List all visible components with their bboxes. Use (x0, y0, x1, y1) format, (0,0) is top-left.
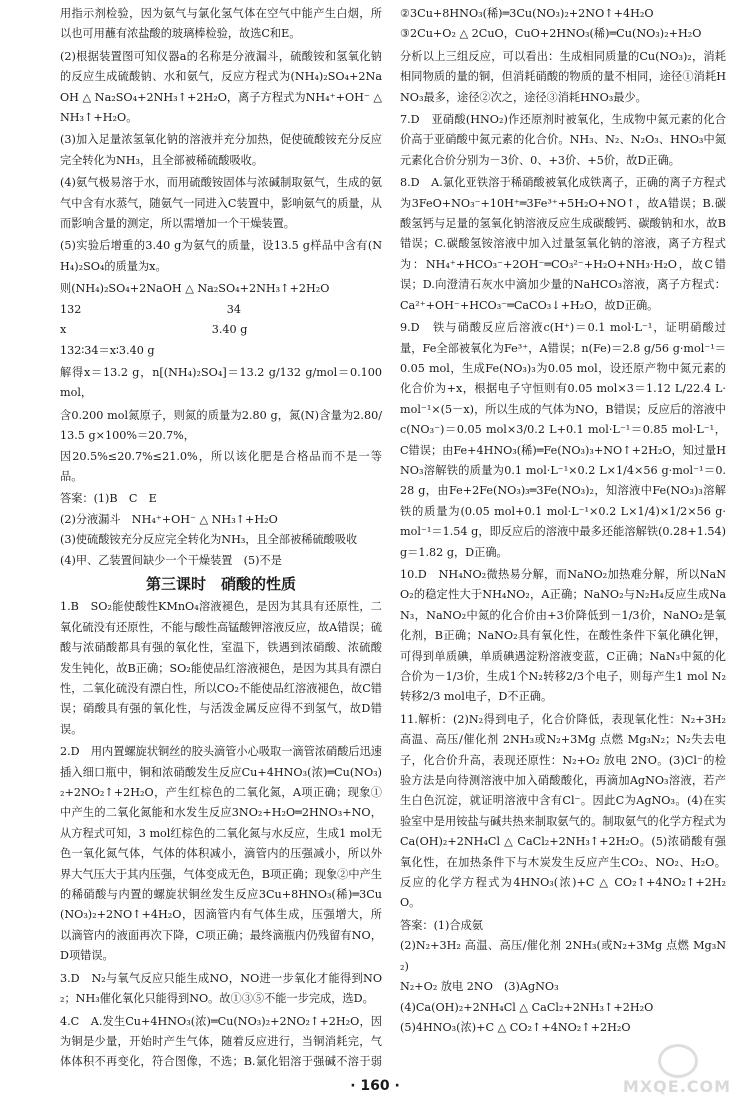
answer-line: (4)甲、乙装置间缺少一个干燥装置 (5)不是 (60, 553, 282, 567)
equation-line: 则(NH₄)₂SO₄+2NaOH △ Na₂SO₄+2NH₃↑+2H₂O (60, 282, 330, 296)
equation-line: ②3Cu+8HNO₃(稀)═3Cu(NO₃)₂+2NO↑+4H₂O (400, 7, 654, 20)
paragraph: 3.D N₂与氧气反应只能生成NO，NO进一步氧化才能得到NO₂；NH₃催化氧化只能得到NO。故①③⑤不能一步完成，选D。 (60, 971, 382, 1006)
answer-line: N₂+O₂ 放电 2NO (3)AgNO₃ (400, 980, 559, 994)
equation-line: x 3.40 g (60, 323, 248, 337)
paragraph: 含0.200 mol氮原子，则氮的质量为2.80 g，氮(N)含量为2.80/13.5 g×100%＝20.7%， (60, 408, 382, 443)
answer-line: 答案：(1)合成氨 (400, 918, 483, 932)
answer-line: (4)Ca(OH)₂+2NH₄Cl △ CaCl₂+2NH₃↑+2H₂O (400, 1000, 654, 1014)
paragraph: (5)实验后增重的3.40 g为氨气的质量，设13.5 g样品中含有(NH₄)₂SO₄的质量为x。 (60, 239, 382, 273)
right-column (400, 4, 726, 1072)
answer-line: (5)4HNO₃(浓)+C △ CO₂↑+4NO₂↑+2H₂O (400, 1020, 631, 1034)
paragraph: 10.D NH₄NO₂微热易分解，而NaNO₂加热难分解，所以NaNO₂的稳定性大于NH₄NO₂，A正确；NaNO₂与N₂H₄反应生成NaN₃，NaNO₂中氮的化合价由+3价降低到－1/3价，NaNO₂是氧化剂，B正确；NaNO₂具有氧化性，在酸性条件下氧化碘化钾，可得到单质碘，单质碘遇淀粉溶液变蓝，C正确；NaN₃中氮的化合价为－1/3价，生成1个N₂转移2/3个电子，则每产生1 mol N₂转移2/3 mol电子，D不正确。 (400, 567, 726, 704)
paragraph: 11.解析：(2)N₂得到电子，化合价降低，表现氧化性：N₂+3H₂ 高温、高压/催化剂 2NH₃或N₂+3Mg 点燃 Mg₃N₂；N₂失去电子，化合价升高，表现还原性：N₂+O₂ 放电 2NO。(3)Cl⁻的检验方法是向待测溶液中加入硝酸酸化，再滴加AgNO₃溶液，若产生白色沉淀，就证明溶液中含有Cl⁻。因此C为AgNO₃。(4)在实验室中是用铵盐与碱共热来制取氨气的。制取氨气的化学方程式为Ca(OH)₂+2NH₄Cl △ CaCl₂+2NH₃↑+2H₂O。(5)浓硝酸有强氧化性，在加热条件下与木炭发生反应产生CO₂、NO₂、H₂O。反应的化学方程式为4HNO₃(浓)+C △ CO₂↑+4NO₂↑+2H₂O。 (400, 712, 726, 910)
paragraph: (3)加入足量浓氢氧化钠的溶液并充分加热，促使硫酸铵充分反应完全转化为NH₃，且全部被稀硫酸吸收。 (60, 133, 382, 167)
paragraph: (4)氨气极易溶于水，而用硫酸铵固体与浓碱制取氨气，生成的氨气中含有水蒸气，随氨气一同进入C装置中，影响氨气的质量，从而影响含量的测定，所以需增加一个干燥装置。 (60, 176, 382, 231)
paragraph: 7.D 亚硝酸(HNO₂)作还原剂时被氧化，生成物中氮元素的化合价高于亚硝酸中氮元素的化合价。NH₃、N₂、N₂O₃、HNO₃中氮元素化合价分别为－3价、0、+3价、+5价，故D正确。 (400, 113, 726, 167)
paragraph: 分析以上三组反应，可以看出：生成相同质量的Cu(NO₃)₂，消耗相同物质的量的铜，但消耗硝酸的物质的量不相同，途径①消耗HNO₃最多，途径②次之，途径③消耗HNO₃最少。 (400, 49, 726, 104)
paragraph: 因20.5%≤20.7%≤21.0%，所以该化肥是合格品而不是一等品。 (60, 449, 382, 483)
paragraph: 8.D A.氯化亚铁溶于稀硝酸被氧化成铁离子，正确的离子方程式为3FeO+NO₃⁻+10H⁺═3Fe³⁺+5H₂O+NO↑，故A错误；B.碳酸氢钙与足量的氢氧化钠溶液反应生成碳酸钙、碳酸钠和水，故B错误；C.碳酸氢铵溶液中加入过量氢氧化钠的溶液，离子方程式为：NH₄⁺+HCO₃⁻+2OH⁻═CO₃²⁻+H₂O+NH₃·H₂O，故C错误；D.向澄清石灰水中滴加少量的NaHCO₃溶液，离子方程式：Ca²⁺+OH⁻+HCO₃⁻═CaCO₃↓+H₂O，故D正确。 (400, 176, 726, 312)
watermark-circle-icon (658, 1044, 698, 1078)
section-title: 第三课时 硝酸的性质 (145, 574, 296, 593)
answer-line: (3)使硫酸铵充分反应完全转化为NH₃，且全部被稀硫酸吸收 (60, 533, 358, 547)
answer-line: (2)分液漏斗 NH₄⁺+OH⁻ △ NH₃↑+H₂O (60, 512, 278, 526)
paragraph: (2)根据装置图可知仪器a的名称是分液漏斗，硫酸铵和氢氧化钠的反应生成硫酸钠、水和氨气，反应方程式为(NH₄)₂SO₄+2NaOH △ Na₂SO₄+2NH₃↑+2H₂O，离子方程式为NH₄⁺+OH⁻ △ NH₃↑+H₂O。 (60, 49, 382, 125)
paragraph: 用指示剂检验，因为氨气与氯化氢气体在空气中能产生白烟，所以也可用蘸有浓盐酸的玻璃棒检验，故选C和E。 (60, 7, 382, 41)
equation-line: ③2Cu+O₂ △ 2CuO，CuO+2HNO₃(稀)═Cu(NO₃)₂+H₂O (400, 27, 702, 41)
paragraph: 4.C A.发生Cu+4HNO₃(浓)═Cu(NO₃)₂+2NO₂↑+2H₂O，因为铜是少量，开始时产生气体，随着反应进行，当铜消耗完，气体体积不再变化，符合图像，不选；B.氯化铝溶于强碱不溶于弱 (60, 1014, 382, 1069)
paragraph: 9.D 铁与硝酸反应后溶液c(H⁺)＝0.1 mol·L⁻¹，证明硝酸过量，Fe全部被氧化为Fe³⁺，A错误；n(Fe)＝2.8 g/56 g·mol⁻¹＝0.05 mol，生成Fe(NO₃)₃为0.05 mol，设还原产物中氮元素的化合价为+x，根据电子守恒则有0.05 mol×3＝1.12 L/22.4 L·mol⁻¹×(5－x)，所以生成的气体为NO，B错误；反应后的溶液中c(NO₃⁻)＝0.05 mol×3/0.2 L+0.1 mol·L⁻¹＝0.85 mol·L⁻¹，C错误；由Fe+4HNO₃(稀)═Fe(NO₃)₃+NO↑+2H₂O，知过量HNO₃溶解铁的质量为0.1 mol·L⁻¹×0.2 L×1/4×56 g·mol⁻¹＝0.28 g，由Fe+2Fe(NO₃)₃═3Fe(NO₃)₂，知溶液中Fe(NO₃)₃溶解铁的质量为(0.05 mol+0.1 mol·L⁻¹×0.2 L×1/4)×1/2×56 g·mol⁻¹＝1.54 g，即反应后的溶液中最多还能溶解铁(0.28+1.54)g＝1.82 g，D正确。 (400, 321, 726, 559)
paragraph: 解得x＝13.2 g，n[(NH₄)₂SO₄]＝13.2 g/132 g/mol＝0.100 mol， (60, 365, 382, 400)
watermark-text: MXQE.COM (622, 1077, 732, 1096)
equation-line: 132∶34＝x∶3.40 g (60, 343, 155, 357)
left-column (60, 4, 382, 1072)
paragraph: 1.B SO₂能使酸性KMnO₄溶液褪色，是因为其具有还原性，二氧化硫没有还原性，不能与酸性高锰酸钾溶液反应，故A错误；硫酸与浓硝酸都具有强的氧化性，室温下，铁遇到浓硝酸、浓硫酸发生钝化，故B正确；SO₂能使品红溶液褪色，是因为其具有漂白性，二氧化硫没有漂白性，所以CO₂不能使品红溶液褪色，故C错误；硝酸具有强的氧化性，与活泼金属反应得不到氢气，故D错误。 (60, 600, 382, 736)
answer-line: (2)N₂+3H₂ 高温、高压/催化剂 2NH₃(或N₂+3Mg 点燃 Mg₃N₂) (400, 939, 726, 973)
watermark-logo (618, 1044, 736, 1096)
page-number: · 160 · (350, 1078, 400, 1094)
equation-line: 132 34 (60, 302, 242, 316)
paragraph: 2.D 用内置螺旋状铜丝的胶头滴管小心吸取一滴管浓硝酸后迅速插入细口瓶中，铜和浓硝酸发生反应Cu+4HNO₃(浓)═Cu(NO₃)₂+2NO₂↑+2H₂O，产生红棕色的二氧化氮，A项正确；现象①中产生的二氧化氮能和水发生反应3NO₂+H₂O═2HNO₃+NO，从方程式可知，3 mol红棕色的二氧化氮与水反应，生成1 mol无色一氧化氮气体，气体的体积减小，滴管内的压强减小，所以外界大气压大于其内压强，气体变成无色，B项正确；现象②中产生的稀硝酸与内置的螺旋状铜丝发生反应3Cu+8HNO₃(稀)═3Cu(NO₃)₂+2NO↑+4H₂O，因滴管内有气体生成，压强增大，所以滴管内的液面再次下降，C项正确；最终滴瓶内仍残留有NO，D项错误。 (60, 745, 382, 963)
answer-line: 答案：(1)B C E (60, 492, 157, 506)
